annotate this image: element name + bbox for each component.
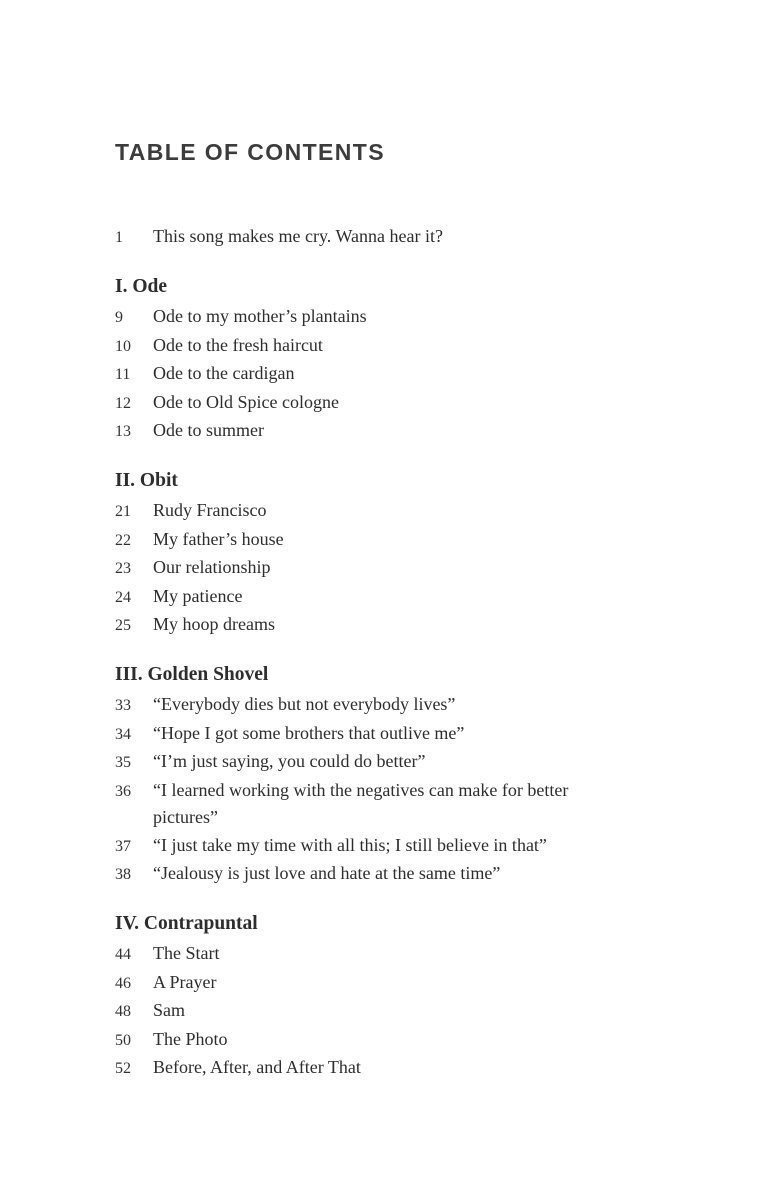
entry-title: The Start: [153, 943, 220, 963]
entry-title: Rudy Francisco: [153, 500, 267, 520]
entry-title: “Jealousy is just love and hate at the same time”: [153, 863, 501, 883]
entry-page-number: 1: [115, 229, 123, 246]
toc-entry: [115, 526, 718, 555]
entry-title: Ode to Old Spice cologne: [153, 391, 339, 412]
entry-title: “I’m just saying, you could do better”: [153, 751, 426, 771]
entry-page-number: 12: [115, 394, 131, 412]
toc-entry: [115, 223, 718, 252]
entry-page-number: 24: [115, 588, 131, 606]
entry-page-number: 11: [115, 366, 131, 383]
entry-page-number: 37: [115, 837, 131, 855]
entry-title: Sam: [153, 1000, 186, 1020]
entry-title: “Hope I got some brothers that outlive me”: [153, 722, 465, 743]
page-title: TABLE OF CONTENTS: [115, 139, 385, 165]
entry-title: My hoop dreams: [153, 614, 275, 634]
entry-title: Before, After, and After That: [153, 1057, 361, 1077]
entry-title: Ode to summer: [153, 420, 264, 440]
toc-entry: [115, 611, 718, 640]
entry-title: “I just take my time with all this; I still believe in that”: [153, 834, 547, 855]
toc-entry: [115, 748, 718, 777]
section-heading: I. Ode: [115, 275, 168, 297]
toc-entry: [115, 332, 718, 361]
entry-page-number: 21: [115, 503, 131, 520]
toc-entry: [115, 360, 718, 389]
toc-entry: [115, 940, 718, 969]
entry-page-number: 10: [115, 337, 131, 355]
entry-title: Ode to the fresh haircut: [153, 334, 323, 355]
toc-entry: [115, 720, 718, 749]
toc-entry: [115, 417, 718, 446]
entry-page-number: 13: [115, 423, 131, 440]
table-of-contents: [115, 223, 718, 1083]
entry-page-number: 44: [115, 946, 131, 963]
entry-page-number: 38: [115, 866, 131, 883]
toc-section: [115, 273, 718, 446]
entry-title: The Photo: [153, 1028, 228, 1049]
entry-title: A Prayer: [153, 971, 217, 992]
entry-page-number: 46: [115, 974, 131, 992]
toc-front-matter: [115, 223, 718, 252]
entry-title: “Everybody dies but not everybody lives”: [153, 694, 456, 714]
entry-page-number: 48: [115, 1003, 131, 1020]
entry-title: Ode to the cardigan: [153, 363, 295, 383]
toc-section: [115, 467, 718, 640]
toc-entry: [115, 389, 718, 418]
section-heading: II. Obit: [115, 469, 178, 491]
toc-entry: [115, 497, 718, 526]
section-heading: IV. Contrapuntal: [115, 912, 258, 934]
toc-section: [115, 910, 718, 1083]
entry-page-number: 22: [115, 531, 131, 549]
toc-entry: [115, 1026, 718, 1055]
entry-page-number: 23: [115, 560, 131, 577]
entry-title: Ode to my mother’s plantains: [153, 306, 367, 326]
entry-page-number: 35: [115, 754, 131, 771]
entry-title: My father’s house: [153, 528, 284, 549]
toc-entry: [115, 997, 718, 1026]
entry-title: “I learned working with the negatives can make for better pictures”: [153, 779, 569, 827]
section-heading: III. Golden Shovel: [115, 663, 269, 685]
toc-entry: [115, 303, 718, 332]
entry-page-number: 9: [115, 309, 123, 326]
toc-entry: [115, 691, 718, 720]
entry-page-number: 33: [115, 697, 131, 714]
toc-entry: [115, 832, 718, 861]
entry-page-number: 52: [115, 1060, 131, 1077]
toc-entry: [115, 860, 718, 889]
toc-entry: [115, 1054, 718, 1083]
entry-title: My patience: [153, 585, 243, 606]
toc-section: [115, 661, 718, 889]
entry-page-number: 36: [115, 782, 131, 800]
toc-entry: [115, 777, 718, 832]
toc-entry: [115, 583, 718, 612]
entry-page-number: 25: [115, 617, 131, 634]
entry-page-number: 50: [115, 1031, 131, 1049]
toc-entry: [115, 554, 718, 583]
entry-page-number: 34: [115, 725, 131, 743]
entry-title: Our relationship: [153, 557, 271, 577]
entry-title: This song makes me cry. Wanna hear it?: [153, 226, 443, 246]
toc-entry: [115, 969, 718, 998]
